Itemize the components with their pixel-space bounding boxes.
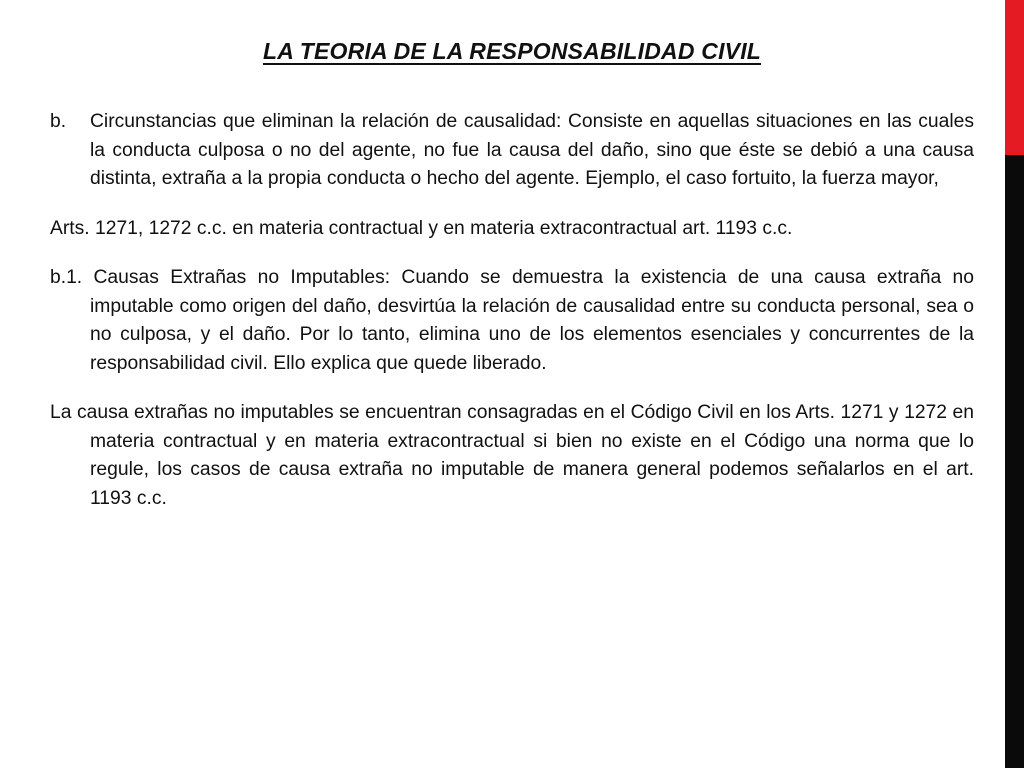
paragraph-b bbox=[50, 108, 974, 194]
paragraph-causa-extrana: La causa extrañas no imputables se encuentran consagradas en el Código Civil en los Arts. 1271 y 1272 en materia contractual y en materia extracontractual si bien no existe en el Código una norma que lo regule, los casos de causa extraña no imputable de manera general podemos señalarlos en el art. 1193 c.c. bbox=[50, 402, 974, 509]
slide-body bbox=[50, 108, 974, 513]
paragraph-b1: b.1. Causas Extrañas no Imputables: Cuando se demuestra la existencia de una causa extraña no imputable como origen del daño, desvirtúa la relación de causalidad entre su conducta personal, sea o no culposa, y el daño. Por lo tanto, elimina uno de los elementos esenciales y concurrentes de la responsabilidad civil. Ello explica que quede liberado. bbox=[50, 267, 974, 374]
accent-bar-black bbox=[1005, 155, 1024, 768]
slide-title: LA TEORIA DE LA RESPONSABILIDAD CIVIL bbox=[262, 38, 762, 64]
accent-bar-red bbox=[1005, 0, 1024, 155]
paragraph-arts: Arts. 1271, 1272 c.c. en materia contractual y en materia extracontractual art. 1193 c.c. bbox=[50, 217, 793, 239]
paragraph-b-text: Circunstancias que eliminan la relación de causalidad: Consiste en aquellas situaciones en las cuales la conducta culposa o no del agente, no fue la causa del daño, sino que éste se debió a una causa distinta, extraña a la propia conducta o hecho del agente. Ejemplo, el caso fortuito, la fuerza mayor, bbox=[90, 111, 974, 189]
list-marker-b: b. bbox=[50, 111, 67, 132]
